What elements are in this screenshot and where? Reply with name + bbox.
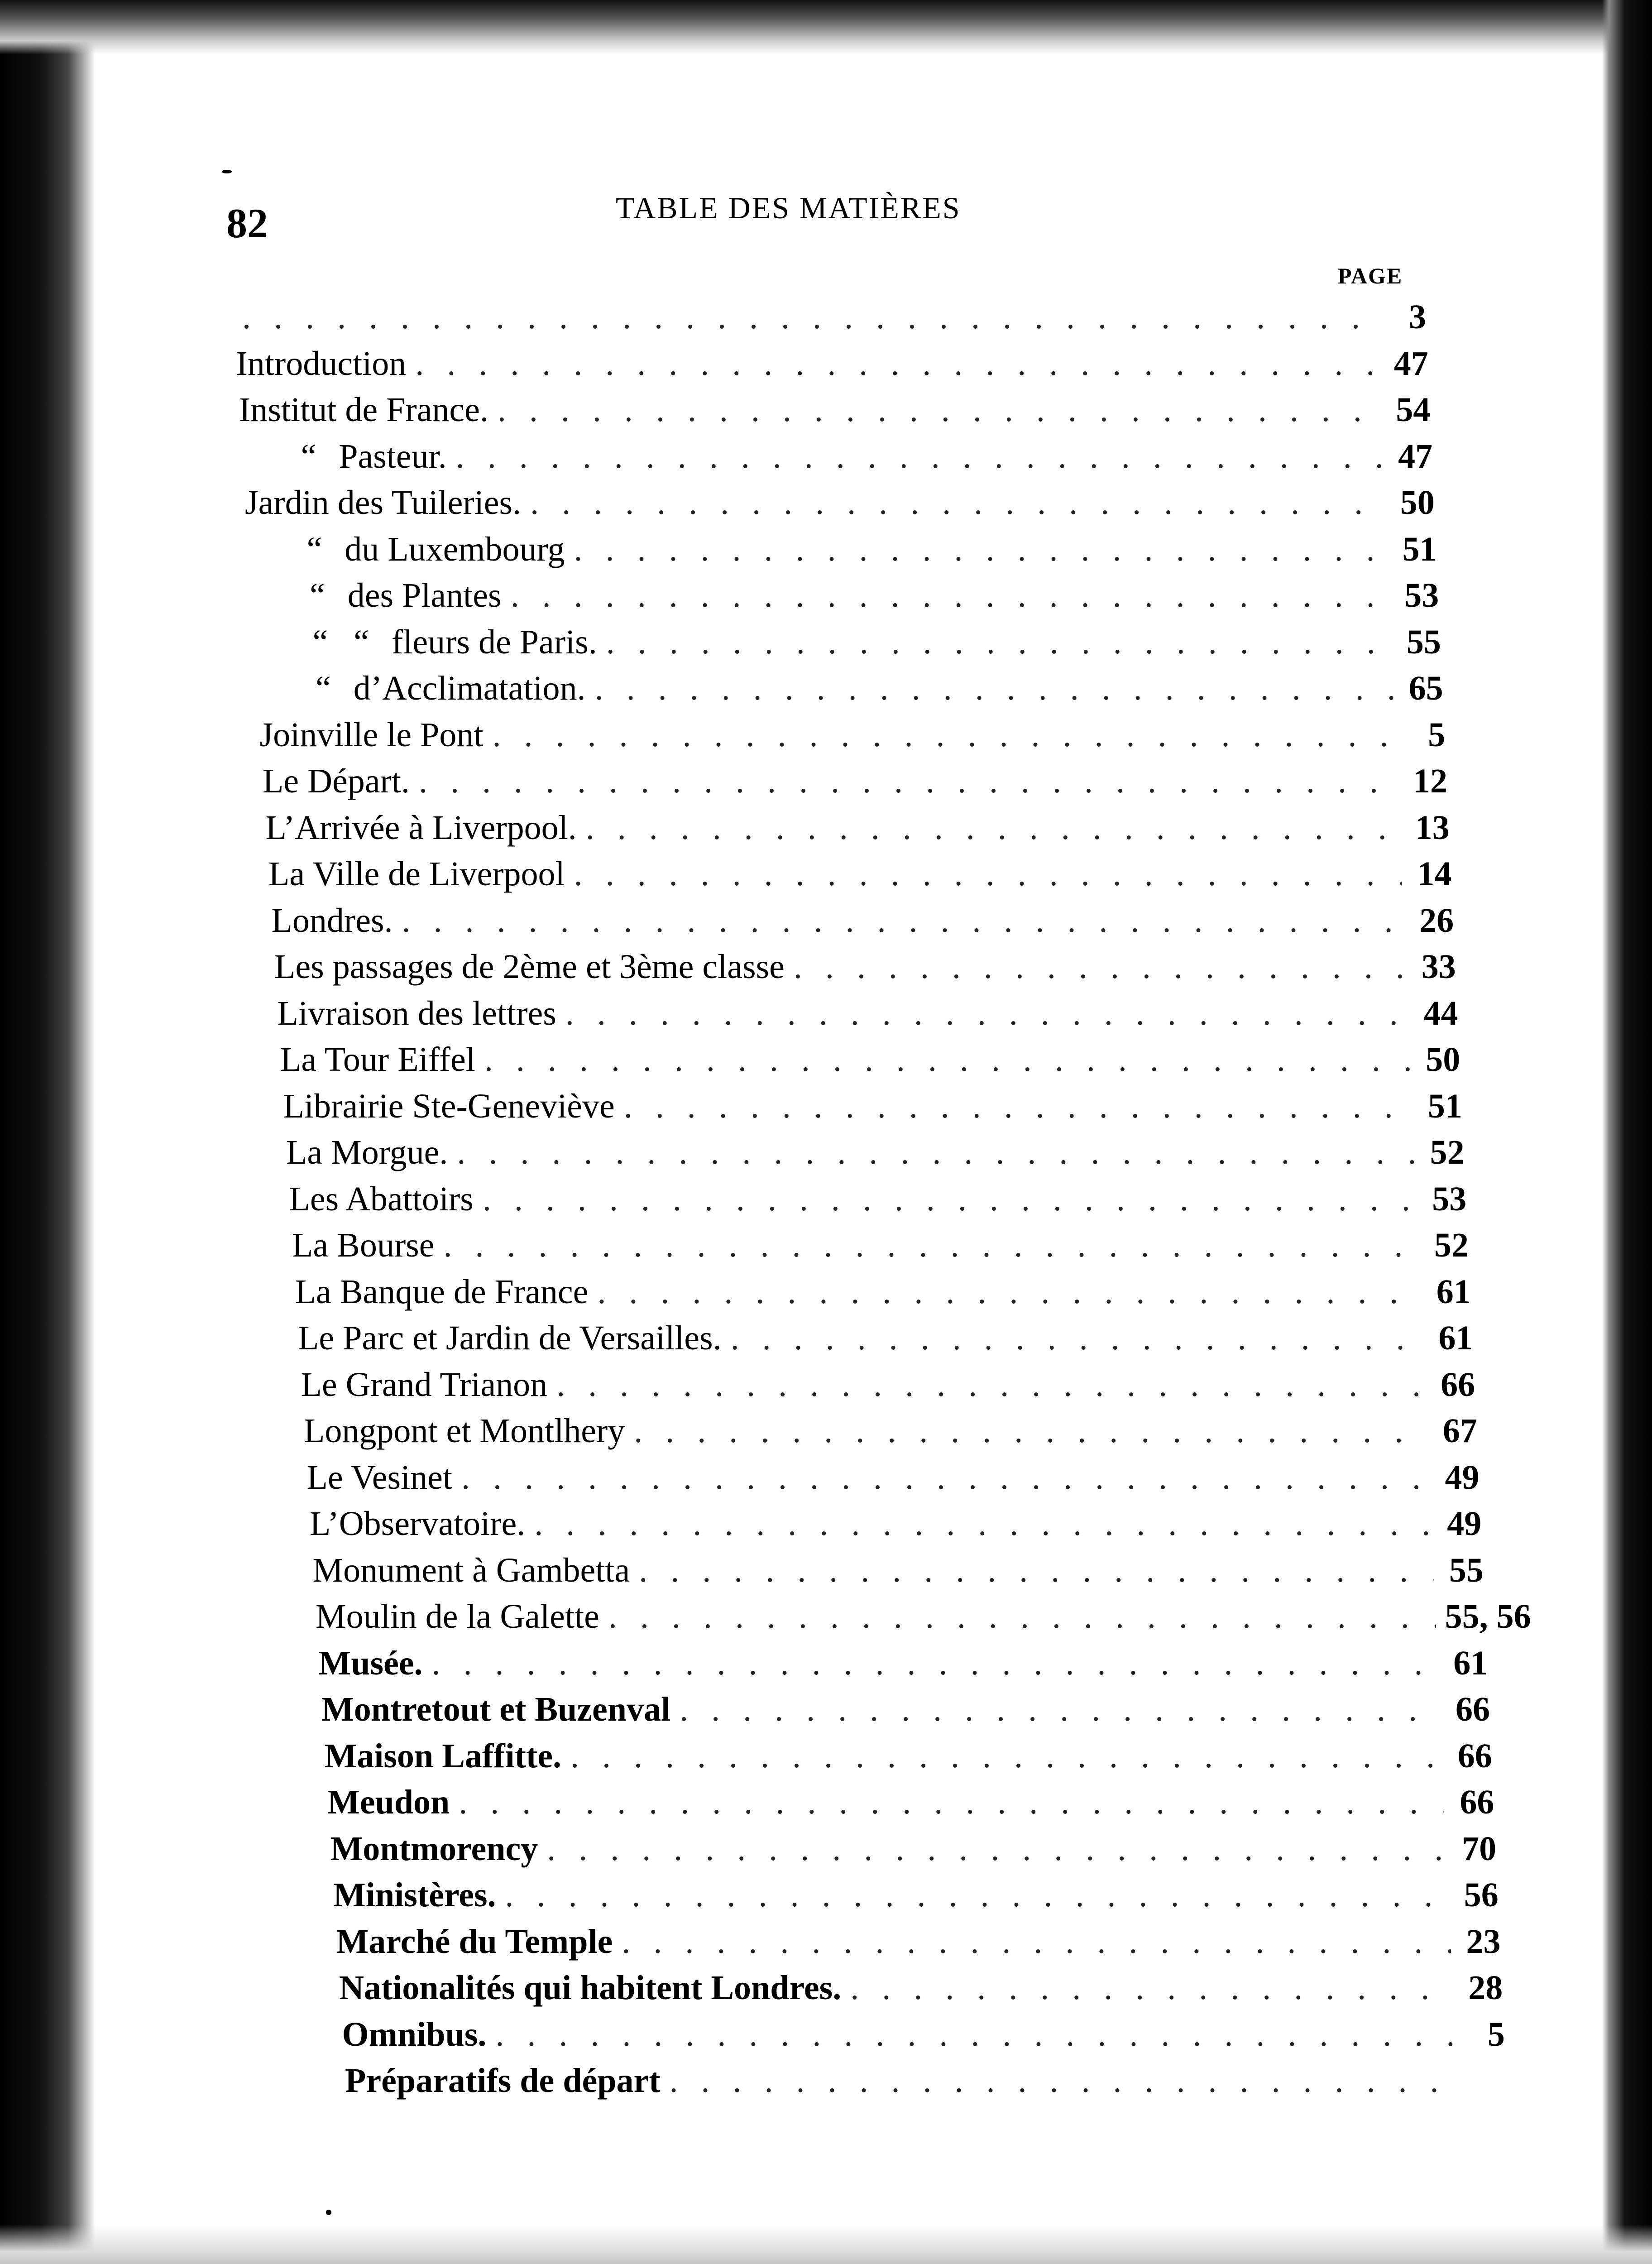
toc-entry bbox=[286, 1130, 1465, 1175]
toc-entry-title: Longpont et Montlhery bbox=[304, 1412, 625, 1450]
toc-entry-page: 53 bbox=[1432, 1180, 1467, 1218]
toc-entry-page: 47 bbox=[1398, 437, 1433, 475]
toc-entry bbox=[274, 944, 1456, 989]
ink-speck bbox=[222, 170, 232, 173]
dot-leader bbox=[461, 1455, 1429, 1500]
toc-entry-page: 50 bbox=[1400, 484, 1435, 522]
toc-entry-page: 52 bbox=[1434, 1226, 1469, 1264]
dot-leader bbox=[483, 1176, 1417, 1222]
toc-entry-page: 12 bbox=[1413, 762, 1447, 800]
dot-leader bbox=[456, 434, 1383, 479]
toc-entry bbox=[283, 1084, 1462, 1129]
toc-entry-title: Montmorency bbox=[330, 1829, 538, 1868]
toc-entry bbox=[295, 1269, 1471, 1314]
toc-entry-title: Monument à Gambetta bbox=[312, 1551, 630, 1589]
running-head: TABLE DES MATIÈRES bbox=[616, 191, 961, 225]
toc-entry bbox=[310, 573, 1439, 618]
toc-entry-page: 55, 56 bbox=[1445, 1597, 1531, 1636]
ditto-mark: “ bbox=[310, 576, 325, 614]
dot-leader bbox=[622, 1919, 1451, 1964]
toc-entry bbox=[260, 712, 1446, 758]
toc-entry bbox=[319, 1640, 1488, 1686]
toc-entry-title: Moulin de la Galette bbox=[316, 1597, 599, 1636]
toc-entry-page: 33 bbox=[1421, 948, 1456, 986]
dot-leader bbox=[511, 573, 1389, 618]
toc-entry bbox=[310, 1501, 1481, 1546]
toc-entry-page: 49 bbox=[1445, 1458, 1480, 1497]
toc-entry-title: Meudon bbox=[327, 1783, 450, 1821]
toc-entry-title: Préparatifs de départ bbox=[345, 2062, 661, 2100]
toc-entry-page: 49 bbox=[1447, 1505, 1482, 1543]
toc-entry-title: Jardin des Tuileries. bbox=[245, 484, 522, 522]
toc-entry bbox=[233, 294, 1426, 340]
toc-entry-page: 56 bbox=[1464, 1876, 1499, 1914]
toc-entry-page: 61 bbox=[1453, 1644, 1488, 1682]
dot-leader bbox=[495, 2012, 1455, 2057]
ditto-mark: “ “ bbox=[312, 623, 369, 661]
toc-entry-title: L’Arrivée à Liverpool. bbox=[265, 808, 577, 847]
dot-leader bbox=[498, 387, 1381, 432]
toc-entry-page: 70 bbox=[1462, 1829, 1497, 1868]
toc-entry bbox=[280, 1037, 1460, 1082]
toc-entry-page: 50 bbox=[1426, 1041, 1460, 1079]
toc-entry-page: 5 bbox=[1487, 2015, 1505, 2053]
page-number: 82 bbox=[226, 200, 268, 246]
toc-entry-page: 3 bbox=[1409, 298, 1426, 336]
dot-leader bbox=[608, 1594, 1436, 1639]
toc-entry-page: 53 bbox=[1404, 576, 1439, 614]
ditto-mark: “ bbox=[306, 530, 322, 568]
toc-entry bbox=[236, 341, 1428, 386]
toc-entry-title: Le Grand Trianon bbox=[301, 1365, 548, 1404]
dot-leader bbox=[597, 1269, 1421, 1314]
dot-leader bbox=[606, 619, 1391, 665]
dot-leader bbox=[457, 1130, 1414, 1175]
toc-entry bbox=[301, 1362, 1475, 1407]
toc-entry-title: Les Abattoirs bbox=[289, 1180, 474, 1218]
dot-leader bbox=[570, 1733, 1442, 1779]
toc-entry-page: 67 bbox=[1442, 1412, 1477, 1450]
toc-entry bbox=[278, 991, 1458, 1036]
toc-entry-title: fleurs de Paris. bbox=[391, 623, 597, 661]
toc-entry bbox=[345, 2058, 1507, 2103]
page-column-header: PAGE bbox=[1338, 263, 1403, 288]
toc-entry bbox=[307, 527, 1437, 572]
toc-entry-page: 61 bbox=[1436, 1272, 1471, 1311]
dot-leader bbox=[443, 1223, 1419, 1268]
toc-entry bbox=[263, 758, 1447, 804]
dot-leader bbox=[505, 1872, 1449, 1918]
dot-leader bbox=[402, 898, 1404, 943]
toc-entry-title: Institut de France. bbox=[239, 391, 488, 429]
ditto-mark: “ bbox=[316, 669, 331, 707]
dot-leader bbox=[731, 1315, 1423, 1361]
toc-entry-title: Le Vesinet bbox=[306, 1458, 453, 1497]
dot-leader bbox=[639, 1548, 1434, 1593]
toc-entry-page: 5 bbox=[1428, 715, 1446, 754]
toc-entry-title: Pasteur. bbox=[339, 437, 447, 475]
toc-entry-page: 23 bbox=[1466, 1922, 1501, 1961]
toc-entry-page: 13 bbox=[1415, 808, 1450, 847]
dot-leader bbox=[493, 712, 1396, 758]
toc-entry bbox=[239, 387, 1430, 432]
toc-entry-title: Les passages de 2ème et 3ème classe bbox=[274, 948, 785, 986]
toc-entry-title: Ministères. bbox=[333, 1876, 496, 1914]
dot-leader bbox=[530, 480, 1385, 525]
dot-leader bbox=[419, 758, 1398, 804]
toc-entry-title: Montretout et Buzenval bbox=[321, 1690, 671, 1728]
toc-entry bbox=[325, 1733, 1492, 1779]
toc-entry-title: Londres. bbox=[271, 901, 393, 940]
toc-entry-title: L’Observatoire. bbox=[310, 1505, 526, 1543]
toc-entry-title: Introduction bbox=[236, 344, 407, 383]
dot-leader bbox=[484, 1037, 1410, 1082]
toc-entry-title: Omnibus. bbox=[342, 2015, 487, 2053]
toc-entry-page: 14 bbox=[1417, 855, 1452, 893]
toc-entry-title: La Bourse bbox=[292, 1226, 435, 1264]
toc-entry-title: La Banque de France bbox=[295, 1272, 589, 1311]
toc-entry bbox=[339, 1965, 1503, 2010]
toc-entry bbox=[298, 1315, 1473, 1361]
dot-leader bbox=[459, 1780, 1444, 1825]
dot-leader bbox=[415, 341, 1378, 386]
toc-entry-page: 51 bbox=[1402, 530, 1437, 568]
dot-leader bbox=[556, 1362, 1425, 1407]
dot-leader bbox=[850, 1965, 1453, 2010]
toc-entry bbox=[301, 434, 1433, 479]
toc-entry-title: Musée. bbox=[318, 1644, 423, 1682]
toc-entry-page: 66 bbox=[1441, 1365, 1475, 1404]
toc-entry bbox=[289, 1176, 1467, 1222]
toc-entry bbox=[333, 1872, 1499, 1918]
toc-entry-page: 52 bbox=[1430, 1133, 1465, 1171]
ditto-mark: “ bbox=[301, 437, 316, 475]
toc-entry-title: Maison Laffitte. bbox=[324, 1736, 561, 1775]
dot-leader bbox=[670, 2058, 1457, 2103]
toc-entry-title: Livraison des lettres bbox=[277, 994, 556, 1032]
dot-leader bbox=[565, 991, 1408, 1036]
ink-speck bbox=[326, 2210, 331, 2215]
dot-leader bbox=[574, 851, 1402, 897]
toc-entry bbox=[268, 851, 1451, 897]
toc-entry-title: d’Acclimatation. bbox=[353, 669, 586, 707]
toc-entry bbox=[266, 805, 1450, 850]
toc-entry bbox=[272, 898, 1454, 943]
dot-leader bbox=[432, 1640, 1438, 1686]
dot-leader bbox=[586, 805, 1400, 850]
toc-entry-title: des Plantes bbox=[347, 576, 502, 614]
toc-entry bbox=[292, 1223, 1469, 1268]
toc-entry-title: Librairie Ste-Geneviève bbox=[283, 1087, 615, 1125]
toc-entry bbox=[313, 1548, 1484, 1593]
toc-entry-title: Nationalités qui habitent Londres. bbox=[339, 1969, 842, 2007]
toc-entry-title: du Luxembourg bbox=[345, 530, 565, 568]
dot-leader bbox=[624, 1084, 1413, 1129]
toc-entry-page: 44 bbox=[1423, 994, 1458, 1032]
toc-entry bbox=[316, 666, 1443, 711]
dot-leader bbox=[794, 944, 1406, 989]
dot-leader bbox=[574, 527, 1387, 572]
toc-entry bbox=[327, 1780, 1494, 1825]
toc-entry bbox=[307, 1455, 1480, 1500]
toc-entry bbox=[316, 1594, 1531, 1639]
toc-entry bbox=[321, 1687, 1490, 1732]
toc-entry-page: 51 bbox=[1427, 1087, 1462, 1125]
toc-entry bbox=[336, 1919, 1501, 1964]
toc-entry-title: La Tour Eiffel bbox=[280, 1041, 475, 1079]
toc-entry bbox=[330, 1826, 1497, 1871]
toc-entry-title: Le Départ. bbox=[263, 762, 410, 800]
toc-entry-title: La Ville de Liverpool bbox=[268, 855, 565, 893]
toc-entry-page: 47 bbox=[1393, 344, 1428, 383]
toc-entry-title: La Morgue. bbox=[286, 1133, 448, 1171]
dot-leader bbox=[534, 1501, 1432, 1546]
toc-entry bbox=[342, 2012, 1505, 2057]
toc-entry bbox=[304, 1408, 1477, 1453]
dot-leader bbox=[595, 666, 1393, 711]
toc-entry-title: Marché du Temple bbox=[336, 1922, 613, 1961]
toc-entry-page: 54 bbox=[1396, 391, 1431, 429]
toc-entry-page: 61 bbox=[1438, 1319, 1473, 1357]
toc-entry bbox=[313, 619, 1441, 665]
toc-entry-page: 55 bbox=[1406, 623, 1441, 661]
toc-entry-page: 26 bbox=[1419, 901, 1454, 940]
toc-entry bbox=[245, 480, 1435, 525]
toc-entry-title: Le Parc et Jardin de Versailles. bbox=[298, 1319, 722, 1357]
toc-entry-page: 65 bbox=[1408, 669, 1443, 707]
dot-leader bbox=[547, 1826, 1446, 1871]
dot-leader bbox=[634, 1408, 1427, 1453]
toc-entry-page: 55 bbox=[1449, 1551, 1484, 1589]
toc-entry-title: Joinville le Pont bbox=[259, 715, 484, 754]
toc-entry-page: 66 bbox=[1456, 1690, 1490, 1728]
toc-entry-page: 66 bbox=[1460, 1783, 1494, 1821]
dot-leader bbox=[680, 1687, 1440, 1732]
toc-entry-page: 66 bbox=[1457, 1736, 1492, 1775]
dot-leader bbox=[242, 294, 1376, 340]
toc-entry-page: 28 bbox=[1468, 1969, 1503, 2007]
